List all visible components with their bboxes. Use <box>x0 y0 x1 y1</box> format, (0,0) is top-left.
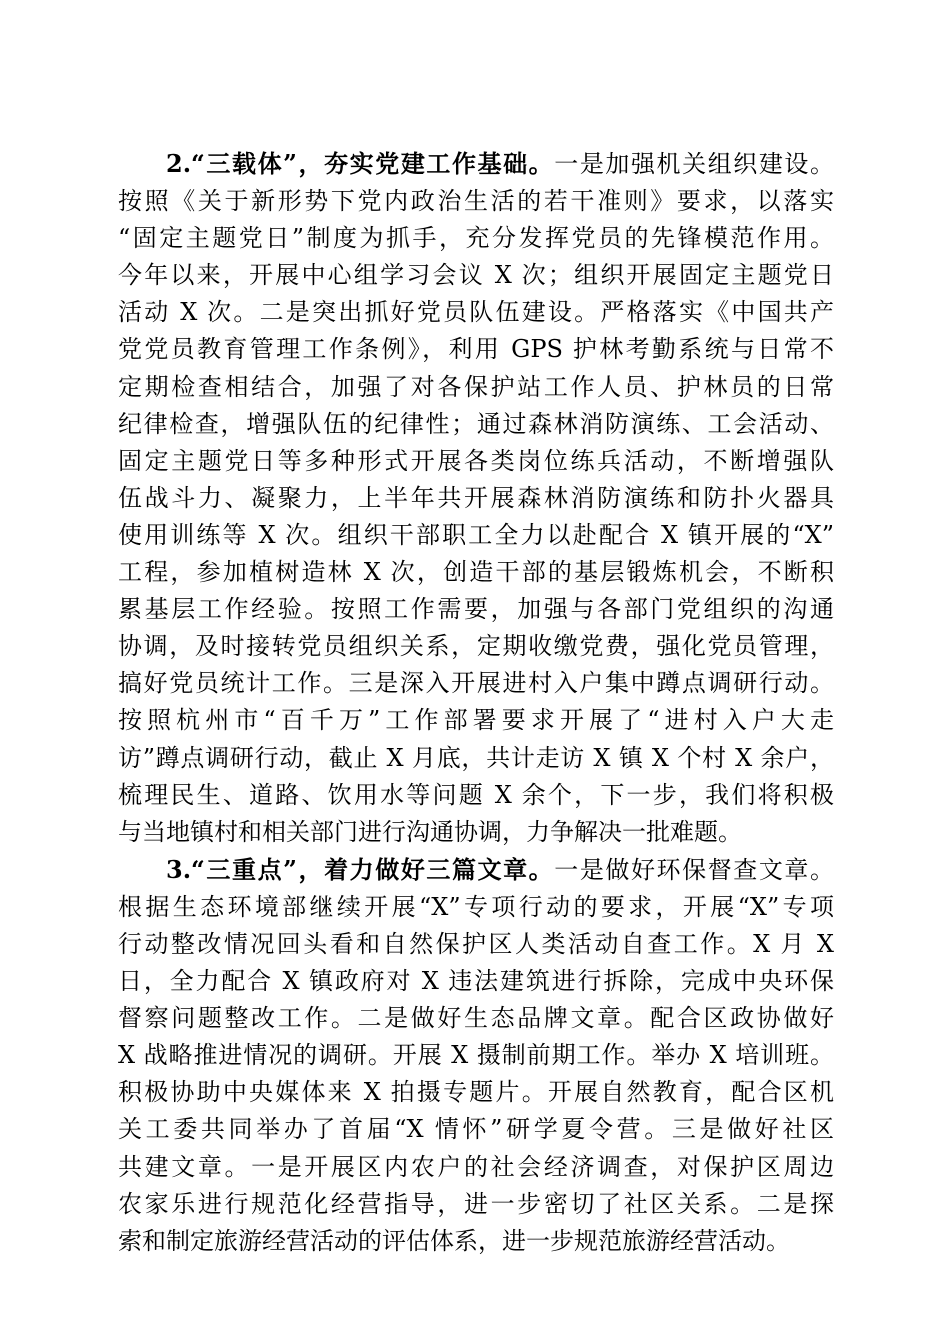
text-line: 共建文章。一是开展区内农户的社会经济调查，对保护区周边 <box>118 1152 834 1181</box>
text-line: X 战略推进情况的调研。开展 X 摄制前期工作。举办 X 培训班。 <box>118 1041 834 1070</box>
text-line: 固定主题党日等多种形式开展各类岗位练兵活动，不断增强队 <box>118 446 834 475</box>
text-line: 工程，参加植树造林 X 次，创造干部的基层锻炼机会，不断积 <box>118 558 834 587</box>
text-line <box>118 145 834 183</box>
section-heading: 2.“三载体”，夯实党建工作基础。 <box>166 149 555 178</box>
text-line: 今年以来，开展中心组学习会议 X 次；组织开展固定主题党日 <box>118 261 834 290</box>
section-heading: 3.“三重点”，着力做好三篇文章。 <box>166 854 555 884</box>
section-3-paragraph <box>118 851 834 1260</box>
section-2-paragraph <box>118 145 834 851</box>
text-line: 督察问题整改工作。二是做好生态品牌文章。配合区政协做好 <box>118 1004 834 1033</box>
text-line: 伍战斗力、凝聚力，上半年共开展森林消防演练和防扑火器具 <box>118 483 834 512</box>
text-line: 纪律检查，增强队伍的纪律性；通过森林消防演练、工会活动、 <box>118 409 834 438</box>
text-line: 协调，及时接转党员组织关系，定期收缴党费，强化党员管理， <box>118 632 834 661</box>
text-line: 梳理民生、道路、饮用水等问题 X 余个，下一步，我们将积极 <box>118 780 834 809</box>
text-line: 党党员教育管理工作条例》，利用 GPS 护林考勤系统与日常不 <box>118 335 834 364</box>
text-line: 定期检查相结合，加强了对各保护站工作人员、护林员的日常 <box>118 372 834 401</box>
text-line: 行动整改情况回头看和自然保护区人类活动自查工作。X 月 X <box>118 929 834 958</box>
text-line: “固定主题党日”制度为抓手，充分发挥党员的先锋模范作用。 <box>118 224 834 253</box>
heading-followup-text: 一是加强机关组织建设。 <box>554 150 834 178</box>
text-line: 日，全力配合 X 镇政府对 X 违法建筑进行拆除，完成中央环保 <box>118 967 834 996</box>
text-line <box>118 851 834 889</box>
text-line: 索和制定旅游经营活动的评估体系，进一步规范旅游经营活动。 <box>118 1226 790 1255</box>
text-line: 根据生态环境部继续开展“X”专项行动的要求，开展“X”专项 <box>118 892 834 921</box>
document-page <box>118 145 834 1260</box>
text-line: 按照《关于新形势下党内政治生活的若干准则》要求，以落实 <box>118 187 834 216</box>
heading-followup-text: 一是做好环保督查文章。 <box>554 855 834 884</box>
text-line: 按照杭州市“百千万”工作部署要求开展了“进村入户大走 <box>118 706 834 735</box>
text-line: 关工委共同举办了首届“X 情怀”研学夏令营。三是做好社区 <box>118 1115 834 1144</box>
text-line: 使用训练等 X 次。组织干部职工全力以赴配合 X 镇开展的“X” <box>118 520 834 549</box>
text-line: 农家乐进行规范化经营指导，进一步密切了社区关系。二是探 <box>118 1189 834 1218</box>
text-line: 与当地镇村和相关部门进行沟通协调，力争解决一批难题。 <box>118 817 742 846</box>
text-line: 搞好党员统计工作。三是深入开展进村入户集中蹲点调研行动。 <box>118 669 834 698</box>
text-line: 访”蹲点调研行动，截止 X 月底，共计走访 X 镇 X 个村 X 余户， <box>118 743 834 772</box>
text-line: 累基层工作经验。按照工作需要，加强与各部门党组织的沟通 <box>118 595 834 624</box>
text-line: 积极协助中央媒体来 X 拍摄专题片。开展自然教育，配合区机 <box>118 1078 834 1107</box>
text-line: 活动 X 次。二是突出抓好党员队伍建设。严格落实《中国共产 <box>118 298 834 327</box>
